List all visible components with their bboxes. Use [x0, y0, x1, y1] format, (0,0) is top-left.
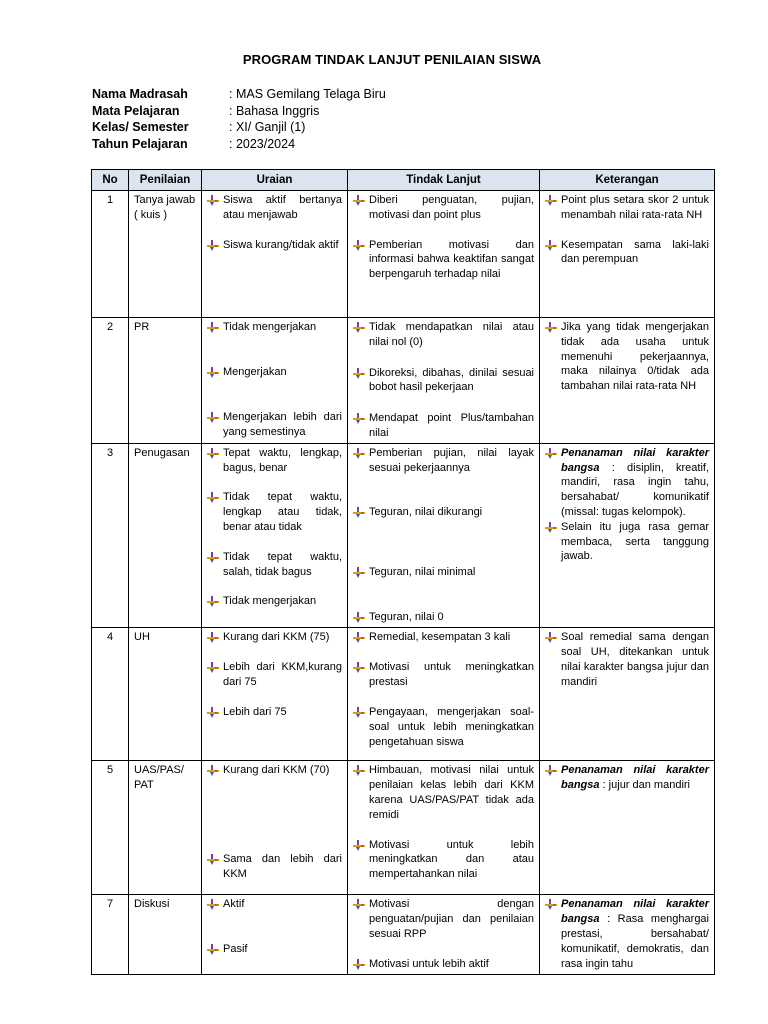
assessment-table: [91, 169, 715, 975]
info-label: Nama Madrasah: [92, 87, 188, 101]
uraian-item: [207, 193, 342, 223]
uraian-item: [207, 852, 342, 882]
keterangan-text: Selain itu juga rasa gemar membaca, serta tanggung jawab.: [561, 520, 709, 563]
info-block: [92, 86, 386, 152]
cell-penilaian: Tanya jawab ( kuis ): [129, 191, 202, 318]
uraian-item-text: Kurang dari KKM (75): [223, 631, 330, 644]
bullet-icon: [207, 490, 223, 505]
keterangan-text: Soal remedial sama dengan soal UH, ditekankan untuk nilai karakter bangsa jujur dan mandiri: [561, 631, 709, 688]
tindak-item: [353, 193, 534, 223]
bullet-icon: [353, 238, 369, 253]
info-value: : 2023/2024: [229, 136, 296, 151]
bullet-icon: [207, 594, 223, 609]
keterangan-emphasis: Penanaman nilai karakter bangsa: [561, 898, 709, 926]
tindak-item-text: Remedial, kesempatan 3 kali: [369, 631, 511, 644]
bullet-icon: [353, 763, 369, 778]
info-value: : MAS Gemilang Telaga Biru: [229, 87, 386, 101]
cell-uraian: [202, 191, 348, 318]
tindak-item: [353, 660, 534, 690]
uraian-item: [207, 660, 342, 690]
bullet-icon: [545, 520, 561, 535]
bullet-icon: [353, 630, 369, 645]
uraian-item: [207, 410, 342, 440]
tindak-item-text: Teguran, nilai minimal: [369, 566, 476, 579]
cell-no: 4: [92, 628, 129, 761]
header-penilaian: Penilaian: [129, 170, 202, 191]
bullet-icon: [353, 565, 369, 580]
bullet-icon: [207, 660, 223, 675]
bullet-icon: [207, 365, 223, 380]
cell-keterangan: [540, 628, 715, 761]
bullet-icon: [353, 897, 369, 912]
tindak-item-text: Pengayaan, mengerjakan soal-soal untuk lebih meningkatkan pengetahuan siswa: [369, 705, 534, 748]
info-label: Tahun Pelajaran: [92, 136, 188, 151]
bullet-icon: [545, 897, 561, 912]
bullet-icon: [207, 446, 223, 461]
tindak-item-text: Tidak mendapatkan nilai atau nilai nol (0): [369, 321, 534, 348]
bullet-icon: [353, 411, 369, 426]
tindak-item: [353, 897, 534, 941]
bullet-icon: [353, 366, 369, 381]
uraian-item: [207, 365, 342, 380]
tindak-item-text: Diberi penguatan, pujian, motivasi dan point plus: [369, 194, 534, 221]
uraian-item: [207, 763, 342, 778]
uraian-item-text: Pasif: [223, 943, 248, 956]
cell-penilaian: Penugasan: [129, 443, 202, 628]
cell-penilaian: UAS/PAS/ PAT: [129, 761, 202, 895]
keterangan-text: Kesempatan sama laki-laki dan perempuan: [561, 238, 709, 266]
keterangan-item: [545, 193, 709, 223]
cell-no: 1: [92, 191, 129, 318]
cell-keterangan: [540, 895, 715, 974]
bullet-icon: [207, 410, 223, 425]
keterangan-text: : jujur dan mandiri: [599, 779, 691, 792]
cell-keterangan: [540, 443, 715, 628]
uraian-item-text: Sama dan lebih dari KKM: [223, 853, 342, 881]
info-row: [92, 119, 386, 136]
uraian-item-text: Lebih dari 75: [223, 705, 287, 718]
cell-uraian: [202, 761, 348, 895]
tindak-item-text: Himbauan, motivasi nilai untuk penilaian kelas lebih dari KKM karena UAS/PAS/PAT tidak ada remidi: [369, 764, 534, 821]
uraian-item: [207, 594, 342, 609]
bullet-icon: [353, 660, 369, 675]
keterangan-item: [545, 520, 709, 564]
cell-no: 7: [92, 895, 129, 974]
keterangan-text: : Rasa menghargai prestasi, bersahabat/ komunikatif, demokratis, dan rasa ingin tahu: [561, 913, 709, 970]
tindak-item: [353, 320, 534, 350]
keterangan-item: [545, 630, 709, 689]
header-uraian: Uraian: [202, 170, 348, 191]
table-header-row: [92, 170, 715, 191]
bullet-icon: [353, 610, 369, 625]
keterangan-item-text: [561, 238, 709, 268]
table-row: [92, 761, 715, 895]
info-row: [92, 136, 386, 153]
table-row: [92, 443, 715, 628]
cell-keterangan: [540, 318, 715, 444]
tindak-item-text: Motivasi untuk lebih meningkatkan dan atau mempertahankan nilai: [369, 838, 534, 881]
table-row: [92, 318, 715, 444]
bullet-icon: [353, 505, 369, 520]
tindak-item: [353, 565, 534, 580]
tindak-item: [353, 957, 534, 972]
bullet-icon: [207, 320, 223, 335]
bullet-icon: [207, 193, 223, 208]
keterangan-emphasis: Penanaman nilai karakter bangsa: [561, 764, 709, 792]
uraian-item: [207, 550, 342, 580]
table-row: [92, 628, 715, 761]
keterangan-item: [545, 446, 709, 520]
bullet-icon: [207, 705, 223, 720]
bullet-icon: [545, 446, 561, 461]
keterangan-text: Jika yang tidak mengerjakan tidak ada usaha untuk memenuhi pekerjaannya, maka nilainya 0/tidak ada tambahan nilai rata-rata NH: [561, 321, 709, 393]
uraian-item-text: Siswa kurang/tidak aktif: [223, 238, 339, 251]
keterangan-item: [545, 238, 709, 268]
bullet-icon: [545, 630, 561, 645]
tindak-item: [353, 411, 534, 441]
uraian-item-text: Aktif: [223, 898, 245, 911]
bullet-icon: [545, 320, 561, 335]
tindak-item: [353, 505, 534, 520]
tindak-item: [353, 610, 534, 625]
keterangan-item-text: [561, 520, 709, 564]
info-row: [92, 86, 386, 103]
keterangan-emphasis: Penanaman nilai karakter bangsa: [561, 446, 709, 474]
uraian-item: [207, 446, 342, 476]
cell-no: 2: [92, 318, 129, 444]
keterangan-item-text: [561, 446, 709, 520]
uraian-item-text: Mengerjakan: [223, 366, 287, 378]
tindak-item-text: Motivasi untuk lebih aktif: [369, 957, 489, 970]
bullet-icon: [207, 942, 223, 957]
uraian-item: [207, 705, 342, 720]
bullet-icon: [207, 763, 223, 778]
uraian-item-text: Kurang dari KKM (70): [223, 764, 330, 777]
cell-tindak-lanjut: [348, 895, 540, 974]
cell-penilaian: PR: [129, 318, 202, 444]
tindak-item: [353, 838, 534, 882]
tindak-item-text: Teguran, nilai 0: [369, 611, 444, 624]
bullet-icon: [207, 852, 223, 867]
info-value: : Bahasa Inggris: [229, 103, 320, 118]
table-body: [92, 191, 715, 975]
bullet-icon: [207, 897, 223, 912]
info-value: : XI/ Ganjil (1): [229, 120, 306, 134]
tindak-item-text: Motivasi untuk meningkatkan prestasi: [369, 661, 534, 689]
bullet-icon: [353, 320, 369, 335]
uraian-item-text: Tidak tepat waktu, salah, tidak bagus: [223, 550, 342, 578]
cell-tindak-lanjut: [348, 318, 540, 444]
info-label: Kelas/ Semester: [92, 120, 189, 134]
keterangan-item: [545, 763, 709, 793]
tindak-item: [353, 366, 534, 396]
document-title: PROGRAM TINDAK LANJUT PENILAIAN SISWA: [242, 52, 542, 67]
uraian-item-text: Mengerjakan lebih dari yang semestinya: [223, 411, 342, 438]
cell-no: 3: [92, 443, 129, 628]
uraian-item-text: Siswa aktif bertanya atau menjawab: [223, 194, 342, 221]
info-row: [92, 103, 386, 120]
keterangan-text: Point plus setara skor 2 untuk menambah nilai rata-rata NH: [561, 194, 709, 221]
tindak-item: [353, 630, 534, 645]
cell-tindak-lanjut: [348, 191, 540, 318]
bullet-icon: [353, 705, 369, 720]
tindak-item: [353, 446, 534, 476]
uraian-item-text: Tepat waktu, lengkap, bagus, benar: [223, 446, 342, 474]
header-keterangan: Keterangan: [540, 170, 715, 191]
bullet-icon: [353, 838, 369, 853]
header-tindak-lanjut: Tindak Lanjut: [348, 170, 540, 191]
uraian-item: [207, 490, 342, 534]
cell-uraian: [202, 895, 348, 974]
uraian-item: [207, 320, 342, 335]
bullet-icon: [353, 193, 369, 208]
keterangan-item-text: [561, 320, 709, 394]
bullet-icon: [353, 957, 369, 972]
bullet-icon: [545, 763, 561, 778]
cell-uraian: [202, 628, 348, 761]
uraian-item: [207, 942, 342, 957]
uraian-item: [207, 238, 342, 253]
table-row: [92, 895, 715, 974]
bullet-icon: [545, 238, 561, 253]
cell-no: 5: [92, 761, 129, 895]
tindak-item-text: Teguran, nilai dikurangi: [369, 506, 483, 519]
keterangan-item-text: [561, 763, 709, 793]
cell-tindak-lanjut: [348, 628, 540, 761]
tindak-item-text: Motivasi dengan penguatan/pujian dan penilaian sesuai RPP: [369, 898, 534, 940]
cell-penilaian: Diskusi: [129, 895, 202, 974]
bullet-icon: [207, 238, 223, 253]
cell-tindak-lanjut: [348, 443, 540, 628]
uraian-item: [207, 897, 342, 912]
cell-penilaian: UH: [129, 628, 202, 761]
cell-keterangan: [540, 191, 715, 318]
info-label: Mata Pelajaran: [92, 103, 180, 118]
tindak-item: [353, 705, 534, 749]
keterangan-item-text: [561, 630, 709, 689]
uraian-item-text: Lebih dari KKM,kurang dari 75: [223, 661, 342, 689]
cell-uraian: [202, 443, 348, 628]
keterangan-item: [545, 320, 709, 394]
tindak-item: [353, 238, 534, 282]
tindak-item-text: Pemberian pujian, nilai layak sesuai pekerjaannya: [369, 446, 534, 474]
cell-tindak-lanjut: [348, 761, 540, 895]
tindak-item-text: Dikoreksi, dibahas, dinilai sesuai bobot hasil pekerjaan: [369, 366, 534, 394]
tindak-item-text: Mendapat point Plus/tambahan nilai: [369, 412, 534, 439]
keterangan-item-text: [561, 193, 709, 223]
cell-uraian: [202, 318, 348, 444]
cell-keterangan: [540, 761, 715, 895]
header-no: No: [92, 170, 129, 191]
tindak-item: [353, 763, 534, 822]
keterangan-text: : disiplin, kreatif, mandiri, rasa ingin tahu, bersahabat/ komunikatif (missal: tugas kelompok).: [561, 461, 709, 518]
bullet-icon: [207, 550, 223, 565]
keterangan-item: [545, 897, 709, 971]
keterangan-item-text: [561, 897, 709, 971]
tindak-item-text: Pemberian motivasi dan informasi bahwa keaktifan sangat berpengaruh terhadap nilai: [369, 238, 534, 281]
bullet-icon: [353, 446, 369, 461]
bullet-icon: [545, 193, 561, 208]
bullet-icon: [207, 630, 223, 645]
uraian-item-text: Tidak tepat waktu, lengkap atau tidak, benar atau tidak: [223, 491, 342, 533]
table-row: [92, 191, 715, 318]
uraian-item-text: Tidak mengerjakan: [223, 595, 317, 608]
uraian-item: [207, 630, 342, 645]
uraian-item-text: Tidak mengerjakan: [223, 321, 317, 333]
